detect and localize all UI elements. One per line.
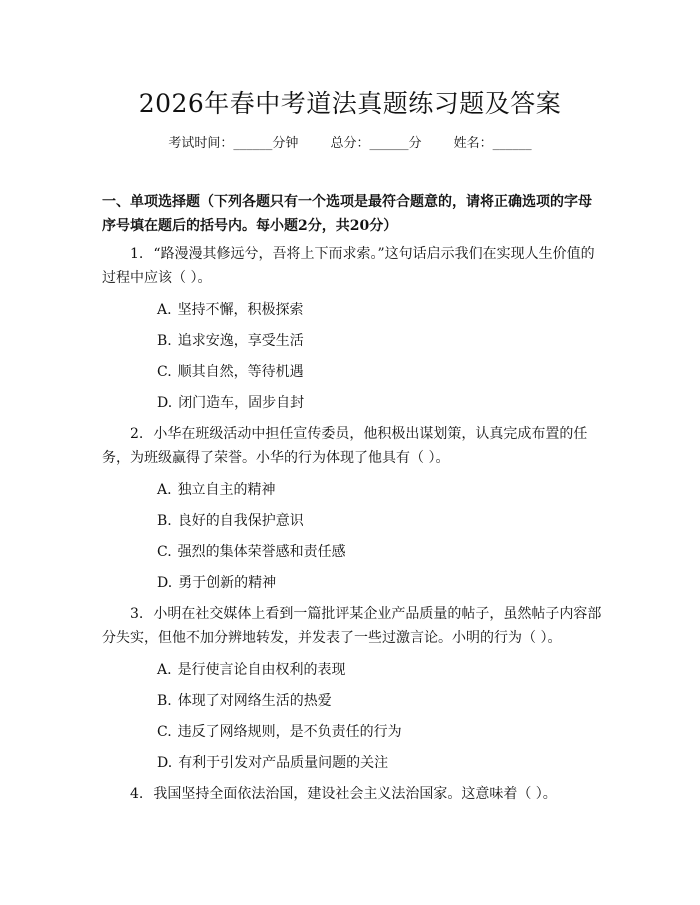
question-4 bbox=[102, 782, 602, 806]
question-text: “路漫漫其修远兮，吾将上下而求索。”这句话启示我们在实现人生价值的过程中应该（ ）。 bbox=[102, 246, 595, 286]
option-3-a: A. 是行使言论自由权利的表现 bbox=[157, 662, 346, 678]
option-1-d: D. 闭门造车，固步自封 bbox=[157, 395, 305, 411]
exam-info bbox=[0, 132, 700, 151]
question-1 bbox=[102, 242, 602, 290]
question-list bbox=[102, 242, 602, 806]
option-3-d: D. 有利于引发对产品质量问题的关注 bbox=[157, 755, 389, 771]
option-2-c: C. 强烈的集体荣誉感和责任感 bbox=[157, 544, 346, 560]
option-3-b: B. 体现了对网络生活的热爱 bbox=[157, 693, 332, 709]
question-number: 1. bbox=[130, 246, 144, 262]
question-text: 小华在班级活动中担任宣传委员，他积极出谋划策，认真完成布置的任务，为班级赢得了荣誉。小华的行为体现了他具有（ ）。 bbox=[102, 426, 588, 466]
section-heading: 一、单项选择题（下列各题只有一个选项是最符合题意的，请将正确选项的字母序号填在题后的括号内。每小题2分，共20分） bbox=[102, 194, 592, 234]
question-2 bbox=[102, 422, 602, 470]
option-2-b: B. 良好的自我保护意识 bbox=[157, 513, 304, 529]
option-2-d: D. 勇于创新的精神 bbox=[157, 575, 277, 591]
option-1-c: C. 顺其自然，等待机遇 bbox=[157, 364, 304, 380]
question-number: 4. bbox=[130, 786, 144, 802]
student-name-field: 姓名：______ bbox=[453, 136, 532, 151]
option-1-b: B. 追求安逸，享受生活 bbox=[157, 333, 304, 349]
question-number: 2. bbox=[130, 426, 144, 442]
option-3-c: C. 违反了网络规则，是不负责任的行为 bbox=[157, 724, 402, 740]
question-number: 3. bbox=[130, 606, 144, 622]
question-text: 我国坚持全面依法治国，建设社会主义法治国家。这意味着（ ）。 bbox=[153, 786, 557, 802]
exam-time-field: 考试时间：______分钟 bbox=[168, 136, 299, 151]
option-2-a: A. 独立自主的精神 bbox=[157, 482, 276, 498]
question-3 bbox=[102, 602, 602, 650]
option-1-a: A. 坚持不懈，积极探索 bbox=[157, 302, 304, 318]
page-title: 2026年春中考道法真题练习题及答案 bbox=[138, 89, 562, 118]
total-score-field: 总分：______分 bbox=[330, 136, 422, 151]
question-text: 小明在社交媒体上看到一篇批评某企业产品质量的帖子，虽然帖子内容部分失实，但他不加分辨地转发，并发表了一些过激言论。小明的行为（ ）。 bbox=[102, 606, 602, 646]
